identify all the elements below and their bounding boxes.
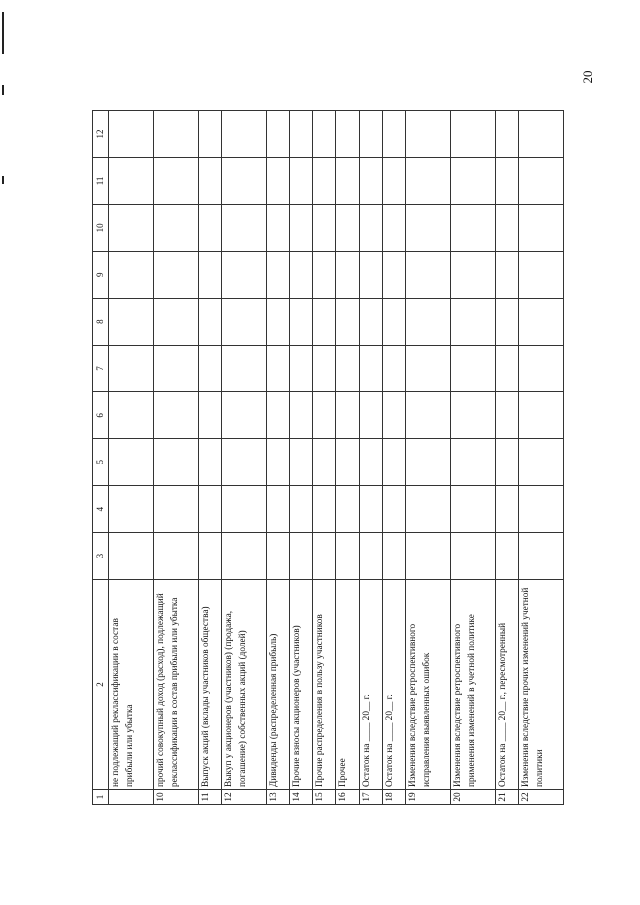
- empty-cell: [290, 392, 313, 439]
- empty-cell: [336, 533, 359, 580]
- table-row: [519, 111, 564, 805]
- empty-cell: [495, 533, 518, 580]
- empty-cell: [290, 533, 313, 580]
- empty-cell: [109, 111, 154, 158]
- empty-cell: [519, 204, 564, 251]
- row-label: Изменения вследствие прочих изменений учетной политики: [519, 580, 564, 790]
- scan-edge-mark: [2, 12, 4, 54]
- empty-cell: [406, 439, 451, 486]
- column-header: 1: [93, 790, 109, 805]
- empty-cell: [266, 392, 289, 439]
- scan-edge-mark: [2, 85, 4, 95]
- empty-cell: [382, 345, 405, 392]
- row-label: Прочие взносы акционеров (участников): [290, 580, 313, 790]
- row-label: Прочее: [336, 580, 359, 790]
- empty-cell: [359, 204, 382, 251]
- empty-cell: [313, 298, 336, 345]
- row-number: 16: [336, 790, 359, 805]
- empty-cell: [313, 157, 336, 204]
- empty-cell: [153, 439, 198, 486]
- table-row: [313, 111, 336, 805]
- empty-cell: [221, 533, 266, 580]
- table-row: [382, 111, 405, 805]
- empty-cell: [266, 111, 289, 158]
- empty-cell: [313, 204, 336, 251]
- empty-cell: [495, 204, 518, 251]
- table-row: [495, 111, 518, 805]
- row-number: 18: [382, 790, 405, 805]
- column-header: 3: [93, 533, 109, 580]
- empty-cell: [336, 204, 359, 251]
- table-header-row: [93, 111, 109, 805]
- empty-cell: [266, 486, 289, 533]
- row-label: Остаток на ____ 20__ г.: [382, 580, 405, 790]
- column-header: 5: [93, 439, 109, 486]
- scan-edge-mark: [2, 176, 4, 184]
- empty-cell: [153, 298, 198, 345]
- empty-cell: [336, 251, 359, 298]
- row-label: Остаток на ____ 20__ г.: [359, 580, 382, 790]
- row-label: Остаток на ____ 20__ г., пересмотренный: [495, 580, 518, 790]
- empty-cell: [221, 392, 266, 439]
- row-label: Прочие распределения в пользу участников: [313, 580, 336, 790]
- empty-cell: [198, 439, 221, 486]
- table-row: [406, 111, 451, 805]
- empty-cell: [313, 251, 336, 298]
- empty-cell: [450, 157, 495, 204]
- empty-cell: [406, 486, 451, 533]
- empty-cell: [153, 345, 198, 392]
- column-header: 12: [93, 111, 109, 158]
- empty-cell: [290, 345, 313, 392]
- empty-cell: [450, 392, 495, 439]
- empty-cell: [495, 251, 518, 298]
- empty-cell: [359, 251, 382, 298]
- row-number: 17: [359, 790, 382, 805]
- empty-cell: [519, 345, 564, 392]
- empty-cell: [198, 298, 221, 345]
- empty-cell: [221, 439, 266, 486]
- empty-cell: [109, 298, 154, 345]
- row-label: Изменения вследствие ретроспективного применения изменений в учетной политике: [450, 580, 495, 790]
- empty-cell: [450, 251, 495, 298]
- empty-cell: [266, 204, 289, 251]
- empty-cell: [450, 486, 495, 533]
- empty-cell: [109, 204, 154, 251]
- empty-cell: [336, 111, 359, 158]
- empty-cell: [359, 157, 382, 204]
- empty-cell: [198, 157, 221, 204]
- empty-cell: [382, 486, 405, 533]
- empty-cell: [290, 298, 313, 345]
- empty-cell: [109, 486, 154, 533]
- empty-cell: [519, 298, 564, 345]
- empty-cell: [266, 251, 289, 298]
- row-number: 12: [221, 790, 266, 805]
- column-header: 4: [93, 486, 109, 533]
- empty-cell: [519, 486, 564, 533]
- empty-cell: [221, 486, 266, 533]
- empty-cell: [153, 533, 198, 580]
- empty-cell: [109, 345, 154, 392]
- column-header: 11: [93, 157, 109, 204]
- empty-cell: [519, 392, 564, 439]
- empty-cell: [313, 345, 336, 392]
- column-header: 7: [93, 345, 109, 392]
- empty-cell: [198, 486, 221, 533]
- empty-cell: [109, 251, 154, 298]
- row-label: не подлежащий реклассификации в состав прибыли или убытка: [109, 580, 154, 790]
- empty-cell: [290, 204, 313, 251]
- table-row: [290, 111, 313, 805]
- empty-cell: [290, 157, 313, 204]
- empty-cell: [153, 251, 198, 298]
- empty-cell: [495, 298, 518, 345]
- row-label: Выпуск акций (вклады участников общества): [198, 580, 221, 790]
- empty-cell: [406, 251, 451, 298]
- empty-cell: [109, 439, 154, 486]
- empty-cell: [450, 533, 495, 580]
- empty-cell: [153, 392, 198, 439]
- empty-cell: [359, 486, 382, 533]
- empty-cell: [221, 251, 266, 298]
- table-row: [198, 111, 221, 805]
- empty-cell: [336, 439, 359, 486]
- empty-cell: [313, 392, 336, 439]
- empty-cell: [406, 345, 451, 392]
- row-number: [109, 790, 154, 805]
- row-number: 20: [450, 790, 495, 805]
- empty-cell: [109, 392, 154, 439]
- empty-cell: [266, 439, 289, 486]
- empty-cell: [450, 111, 495, 158]
- empty-cell: [153, 111, 198, 158]
- table-row: [221, 111, 266, 805]
- empty-cell: [198, 251, 221, 298]
- empty-cell: [450, 298, 495, 345]
- empty-cell: [382, 439, 405, 486]
- empty-cell: [359, 533, 382, 580]
- empty-cell: [382, 251, 405, 298]
- row-number: 22: [519, 790, 564, 805]
- empty-cell: [495, 157, 518, 204]
- empty-cell: [266, 157, 289, 204]
- row-number: 13: [266, 790, 289, 805]
- empty-cell: [519, 533, 564, 580]
- empty-cell: [359, 298, 382, 345]
- empty-cell: [406, 157, 451, 204]
- table-row: [266, 111, 289, 805]
- empty-cell: [221, 157, 266, 204]
- empty-cell: [519, 111, 564, 158]
- table-row: [109, 111, 154, 805]
- empty-cell: [313, 533, 336, 580]
- empty-cell: [450, 204, 495, 251]
- row-number: 21: [495, 790, 518, 805]
- empty-cell: [359, 111, 382, 158]
- row-number: 11: [198, 790, 221, 805]
- column-header: 10: [93, 204, 109, 251]
- empty-cell: [406, 392, 451, 439]
- empty-cell: [406, 204, 451, 251]
- empty-cell: [266, 345, 289, 392]
- empty-cell: [382, 204, 405, 251]
- empty-cell: [336, 486, 359, 533]
- column-header: 8: [93, 298, 109, 345]
- column-header: 9: [93, 251, 109, 298]
- empty-cell: [519, 157, 564, 204]
- empty-cell: [495, 111, 518, 158]
- empty-cell: [382, 157, 405, 204]
- row-label: Выкуп у акционеров (участников) (продажа, погашение) собственных акций (долей): [221, 580, 266, 790]
- empty-cell: [198, 111, 221, 158]
- empty-cell: [382, 298, 405, 345]
- empty-cell: [198, 204, 221, 251]
- empty-cell: [495, 345, 518, 392]
- table-row: [153, 111, 198, 805]
- empty-cell: [221, 204, 266, 251]
- empty-cell: [336, 298, 359, 345]
- empty-cell: [406, 298, 451, 345]
- empty-cell: [290, 439, 313, 486]
- column-header: 2: [93, 580, 109, 790]
- table-row: [336, 111, 359, 805]
- empty-cell: [495, 486, 518, 533]
- empty-cell: [359, 392, 382, 439]
- empty-cell: [198, 392, 221, 439]
- empty-cell: [382, 533, 405, 580]
- empty-cell: [359, 439, 382, 486]
- empty-cell: [153, 204, 198, 251]
- report-table: [92, 110, 564, 805]
- empty-cell: [153, 486, 198, 533]
- row-label: Дивиденды (распределенная прибыль): [266, 580, 289, 790]
- empty-cell: [266, 533, 289, 580]
- empty-cell: [313, 439, 336, 486]
- empty-cell: [313, 111, 336, 158]
- empty-cell: [153, 157, 198, 204]
- empty-cell: [290, 111, 313, 158]
- empty-cell: [359, 345, 382, 392]
- empty-cell: [198, 345, 221, 392]
- empty-cell: [313, 486, 336, 533]
- empty-cell: [382, 392, 405, 439]
- empty-cell: [336, 157, 359, 204]
- table-row: [450, 111, 495, 805]
- row-number: 19: [406, 790, 451, 805]
- empty-cell: [382, 111, 405, 158]
- row-number: 10: [153, 790, 198, 805]
- empty-cell: [109, 157, 154, 204]
- empty-cell: [221, 345, 266, 392]
- empty-cell: [519, 251, 564, 298]
- empty-cell: [336, 392, 359, 439]
- empty-cell: [495, 392, 518, 439]
- empty-cell: [290, 486, 313, 533]
- page-number: 20: [580, 70, 595, 84]
- empty-cell: [406, 533, 451, 580]
- empty-cell: [198, 533, 221, 580]
- empty-cell: [221, 111, 266, 158]
- column-header: 6: [93, 392, 109, 439]
- row-label: прочий совокупный доход (расход), подлежащий реклассификации в состав прибыли или убытка: [153, 580, 198, 790]
- empty-cell: [495, 439, 518, 486]
- table-row: [359, 111, 382, 805]
- empty-cell: [109, 533, 154, 580]
- equity-changes-table: [92, 110, 564, 805]
- empty-cell: [266, 298, 289, 345]
- empty-cell: [406, 111, 451, 158]
- empty-cell: [450, 439, 495, 486]
- empty-cell: [290, 251, 313, 298]
- row-label: Изменения вследствие ретроспективного исправления выявленных ошибок: [406, 580, 451, 790]
- empty-cell: [221, 298, 266, 345]
- empty-cell: [519, 439, 564, 486]
- empty-cell: [336, 345, 359, 392]
- empty-cell: [450, 345, 495, 392]
- row-number: 15: [313, 790, 336, 805]
- row-number: 14: [290, 790, 313, 805]
